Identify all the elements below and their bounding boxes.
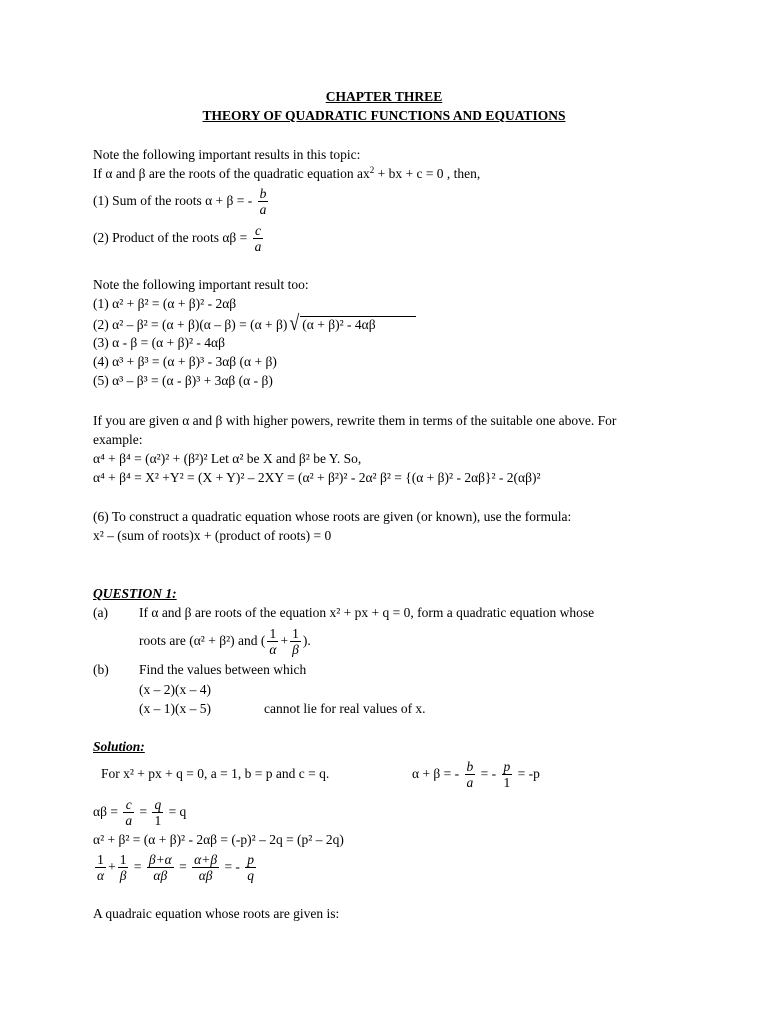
solution-sum-squares: α² + β² = (α + β)² - 2αβ = (-p)² – 2q = (p² – 2q) [93,832,344,847]
intro-note: Note the following important results in this topic: [93,147,361,162]
construct-rule: (6) To construct a quadratic equation whose roots are given (or known), use the formula: [93,509,572,524]
example-line-1: α⁴ + β⁴ = (α²)² + (β²)² Let α² be X and β² be Y. So, [93,451,362,466]
question-a-roots: roots are (α² + β²) and ( $\frac{1}{\alpha}$ + $\frac{1}{\beta}$ ). [139,626,311,658]
question-heading: QUESTION 1: [93,586,177,601]
solution-reciprocals: $\frac{1}{\alpha}$ + $\frac{1}{\beta}$ = $\frac{\beta+\alpha}{\alpha\beta}$ = $\frac{\alpha+\beta}{\alpha\beta}$ = - $\frac{p}{q}$ [97,852,255,884]
question-b-text: Find the values between which [139,662,307,677]
result-5: (5) α³ – β³ = (α - β)³ + 3αβ (α - β) [93,373,273,388]
solution-sum: α + β = - $\frac{b}{a}$ = - $\frac{p}{1}$ = -p [412,759,540,791]
result-2: (2) α² – β² = (α + β)(α – β) = (α + β) √ (α + β)² - 4αβ [93,315,416,333]
result-3: (3) α - β = (α + β)² - 4αβ [93,335,225,350]
solution-heading: Solution: [93,739,145,754]
solution-last-line: A quadraic equation whose roots are given is: [93,906,340,921]
higher-powers-text: If you are given α and β with higher powers, rewrite them in terms of the suitable one above. For [93,413,617,428]
question-a-label: (a) [93,605,108,620]
construct-formula: x² – (sum of roots)x + (product of roots) = 0 [93,528,332,543]
example-line-2: α⁴ + β⁴ = X² +Y² = (X + Y)² – 2XY = (α² + β²)² - 2α² β² = {(α + β)² - 2αβ}² - 2(αβ)² [93,470,541,485]
question-b-expr-2: (x – 1)(x – 5) [139,701,211,716]
solution-product: αβ = $\frac{c}{a}$ = $\frac{q}{1}$ = q [93,797,187,829]
question-b-tail: cannot lie for real values of x. [264,701,426,716]
chapter-title: THEORY OF QUADRATIC FUNCTIONS AND EQUATIONS [202,108,566,123]
intro-condition: If α and β are the roots of the quadratic equation $ax^2$ + bx + c = 0 , then, [93,165,481,181]
sum-of-roots: (1) Sum of the roots α + β = - $\frac{b}{a}$ [93,186,267,218]
product-of-roots: (2) Product of the roots αβ = $\frac{c}{a}$ [93,223,262,255]
question-b-label: (b) [93,662,109,677]
solution-line-1: For x² + px + q = 0, a = 1, b = p and c = q. [101,766,330,781]
results-note: Note the following important result too: [93,277,309,292]
question-b-expr-1: (x – 2)(x – 4) [139,682,211,697]
result-4: (4) α³ + β³ = (α + β)³ - 3αβ (α + β) [93,354,277,369]
higher-powers-text-2: example: [93,432,143,447]
chapter-heading: CHAPTER THREE [325,89,443,104]
question-a-text: If α and β are roots of the equation x² + px + q = 0, form a quadratic equation whose [139,605,595,620]
result-1: (1) α² + β² = (α + β)² - 2αβ [93,296,237,311]
